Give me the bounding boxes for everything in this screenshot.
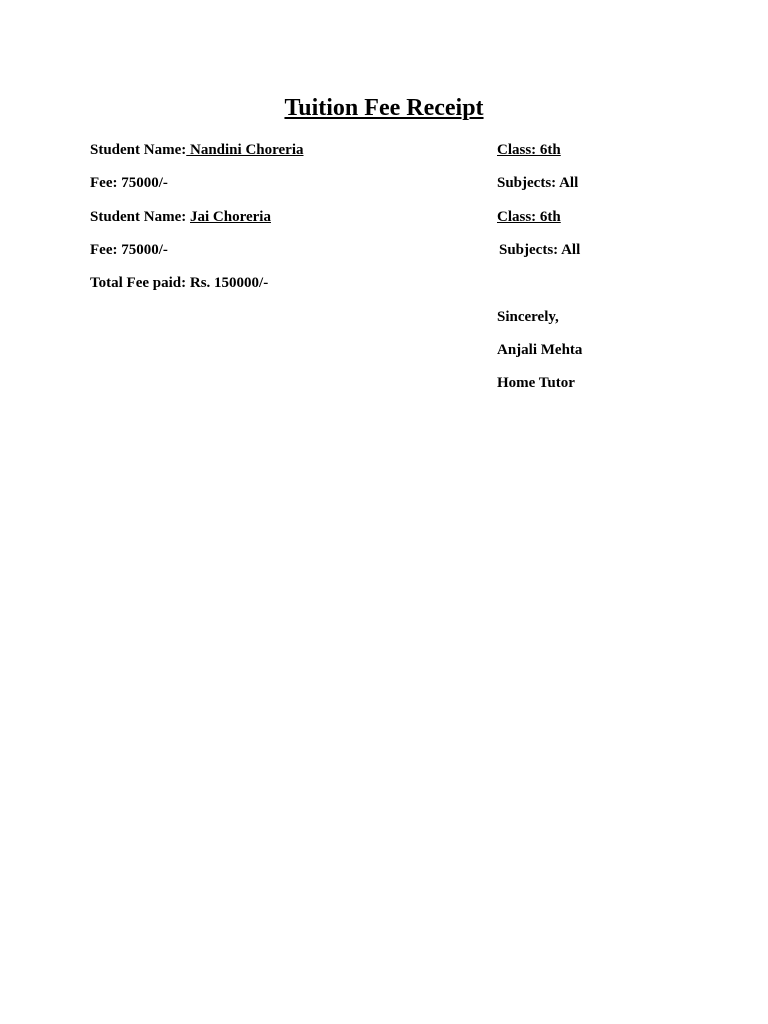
page-title: Tuition Fee Receipt (284, 95, 484, 121)
closing-text: Sincerely, (497, 309, 559, 325)
student-2-name: Jai Choreria (190, 209, 271, 225)
student-1-fee: Fee: 75000/- (90, 175, 168, 191)
student-1-class: Class: 6th (497, 142, 561, 158)
signer-role: Home Tutor (497, 375, 575, 391)
student-2-fee: Fee: 75000/- (90, 242, 168, 258)
total-fee-paid: Total Fee paid: Rs. 150000/- (90, 275, 269, 291)
signer-name: Anjali Mehta (497, 342, 583, 358)
student-2-name-line (90, 208, 271, 226)
student-2-class: Class: 6th (497, 209, 561, 225)
student-1-subjects: Subjects: All (497, 175, 579, 191)
student-1-name-label: Student Name: (90, 142, 187, 158)
student-2-name-label: Student Name: (90, 209, 190, 225)
student-1-name-line (90, 141, 304, 159)
student-1-name: Nandini Choreria (186, 142, 304, 158)
student-2-subjects: Subjects: All (499, 242, 581, 258)
